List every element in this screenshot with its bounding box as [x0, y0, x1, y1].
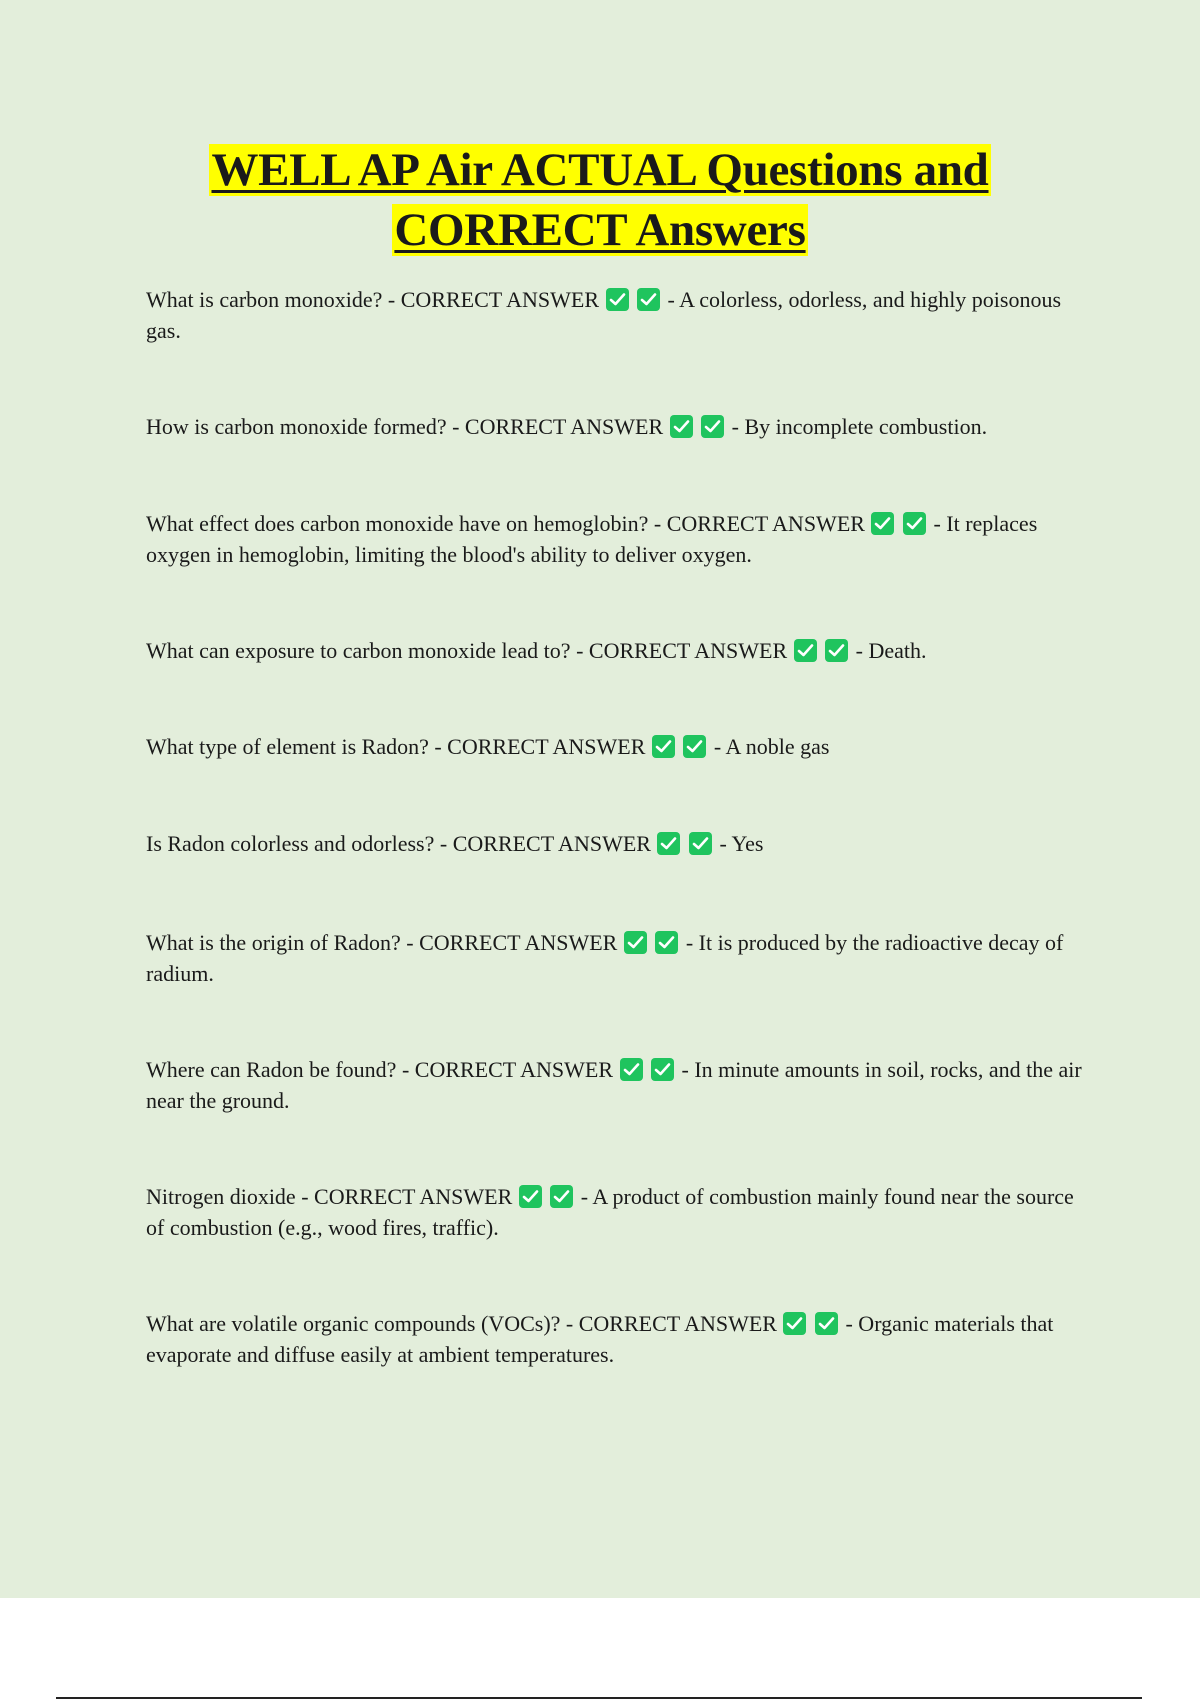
qa-answer: - A noble gas — [713, 734, 830, 759]
check-mark-icon — [825, 639, 848, 662]
qa-question: What are volatile organic compounds (VOCs)? - CORRECT ANSWER — [146, 1311, 777, 1336]
qa-answer: - Yes — [719, 831, 764, 856]
check-mark-icon — [794, 639, 817, 662]
qa-question: What can exposure to carbon monoxide lead to? - CORRECT ANSWER — [146, 638, 788, 663]
check-mark-icon — [657, 832, 680, 855]
qa-question: Is Radon colorless and odorless? - CORRECT ANSWER — [146, 831, 651, 856]
check-mark-icon — [903, 512, 926, 535]
check-mark-icon — [815, 1312, 838, 1335]
qa-item — [146, 1308, 1096, 1370]
qa-question: What is carbon monoxide? - CORRECT ANSWER — [146, 287, 599, 312]
check-mark-icon — [637, 288, 660, 311]
qa-question: What effect does carbon monoxide have on hemoglobin? - CORRECT ANSWER — [146, 511, 865, 536]
qa-answer: - Death. — [855, 638, 927, 663]
qa-answer: - Organic materials that evaporate and diffuse easily at ambient temperatures. — [146, 1311, 1054, 1367]
qa-answer: - It is produced by the radioactive decay of radium. — [146, 930, 1064, 986]
qa-question: How is carbon monoxide formed? - CORRECT ANSWER — [146, 414, 664, 439]
qa-answer: - A colorless, odorless, and highly poisonous gas. — [146, 287, 1062, 343]
qa-item — [146, 284, 1096, 346]
check-mark-icon — [606, 288, 629, 311]
qa-answer: - In minute amounts in soil, rocks, and the air near the ground. — [146, 1057, 1082, 1113]
check-mark-icon — [519, 1185, 542, 1208]
check-mark-icon — [783, 1312, 806, 1335]
qa-question: What type of element is Radon? - CORRECT ANSWER — [146, 734, 646, 759]
title-line-1: WELL AP Air ACTUAL Questions and — [211, 144, 989, 196]
qa-item — [146, 411, 1096, 442]
qa-question: What is the origin of Radon? - CORRECT ANSWER — [146, 930, 618, 955]
check-mark-icon — [620, 1058, 643, 1081]
check-mark-icon — [670, 415, 693, 438]
check-mark-icon — [683, 735, 706, 758]
check-mark-icon — [652, 735, 675, 758]
qa-question: Where can Radon be found? - CORRECT ANSWER — [146, 1057, 614, 1082]
qa-item — [146, 731, 1096, 762]
qa-answer: - It replaces oxygen in hemoglobin, limiting the blood's ability to deliver oxygen. — [146, 511, 1038, 567]
check-mark-icon — [701, 415, 724, 438]
qa-answer: - A product of combustion mainly found near the source of combustion (e.g., wood fires, traffic). — [146, 1184, 1074, 1240]
qa-question: Nitrogen dioxide - CORRECT ANSWER — [146, 1184, 513, 1209]
qa-answer: - By incomplete combustion. — [731, 414, 988, 439]
check-mark-icon — [651, 1058, 674, 1081]
page-title — [0, 140, 1200, 260]
title-line-2: CORRECT Answers — [394, 204, 806, 256]
check-mark-icon — [689, 832, 712, 855]
qa-item — [146, 927, 1096, 989]
qa-item — [146, 1181, 1096, 1243]
qa-item — [146, 828, 1096, 859]
footer-divider — [56, 1697, 1142, 1699]
qa-item — [146, 635, 1096, 666]
qa-item — [146, 508, 1096, 570]
check-mark-icon — [871, 512, 894, 535]
check-mark-icon — [624, 931, 647, 954]
check-mark-icon — [655, 931, 678, 954]
check-mark-icon — [550, 1185, 573, 1208]
qa-item — [146, 1054, 1096, 1116]
